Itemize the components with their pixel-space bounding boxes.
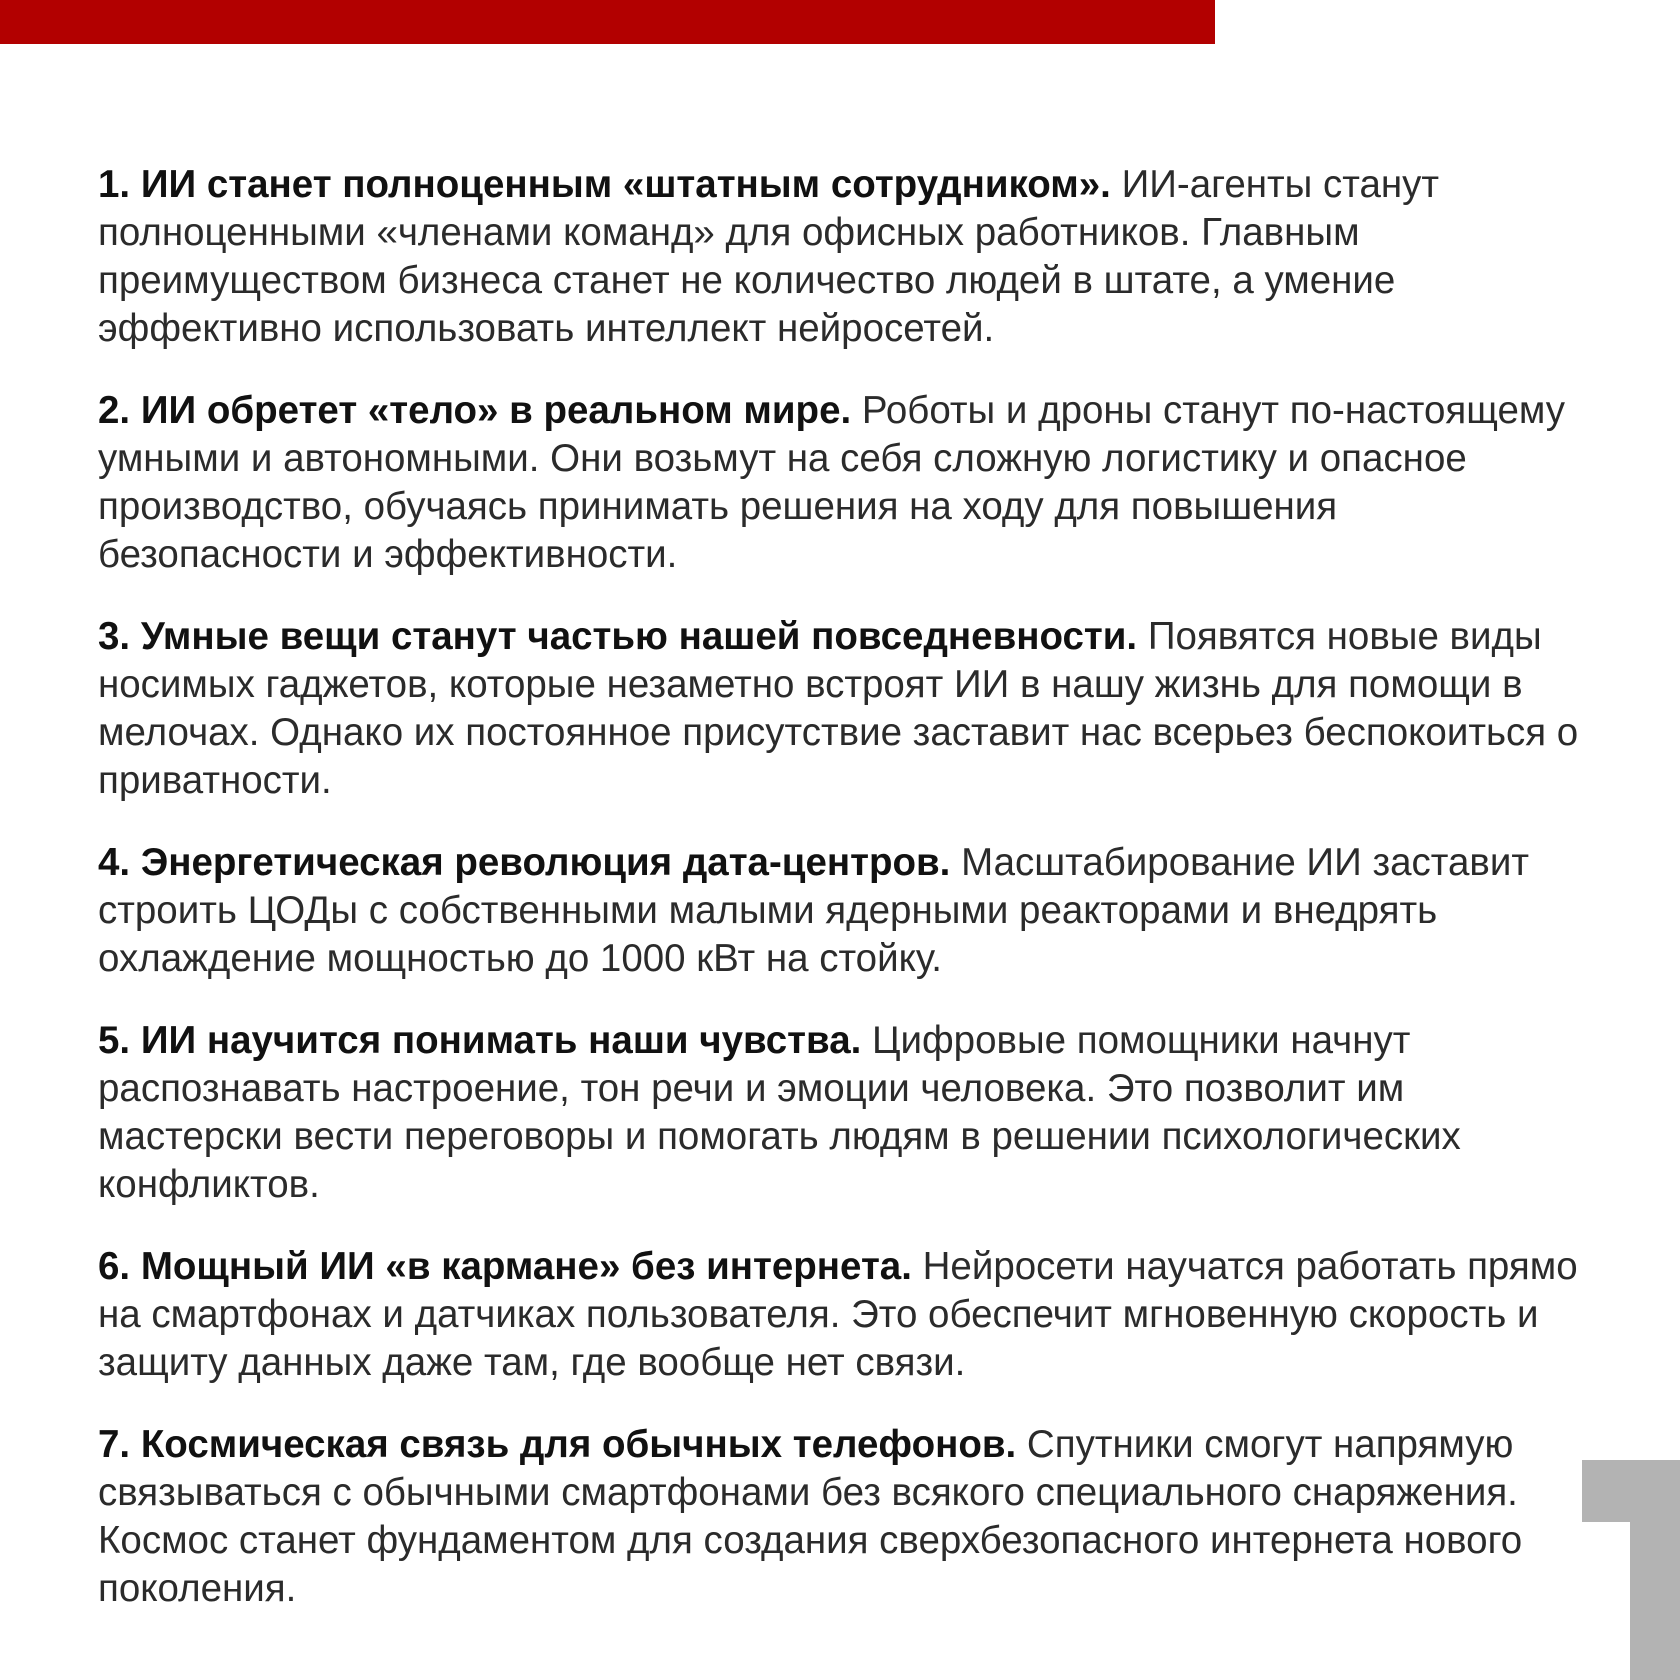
corner-decoration-bar-vertical [1630, 1460, 1680, 1680]
item-number: 3. [98, 615, 131, 658]
item-title-text: Умные вещи станут частью нашей повседневности. [140, 615, 1138, 658]
list-item [98, 1017, 1588, 1209]
item-body: Роботы и дроны станут по-настоящему умными и автономными. Они возьмут на себя сложную логистику и опасное производство, обучаясь принимать решения на ходу для повышения безопасности и эффективности. [98, 389, 1566, 576]
item-title [98, 615, 1137, 658]
item-title [98, 1245, 912, 1288]
item-title [98, 1019, 861, 1062]
item-number: 6. [98, 1245, 131, 1288]
item-body: Появятся новые виды носимых гаджетов, которые незаметно встроят ИИ в нашу жизнь для помощи в мелочах. Однако их постоянное присутствие заставит нас всерьез беспокоиться о приватности. [98, 615, 1579, 802]
item-title [98, 163, 1111, 206]
item-body: ИИ-агенты станут полноценными «членами команд» для офисных работников. Главным преимуществом бизнеса станет не количество людей в штате, а умение эффективно использовать интеллект нейросетей. [98, 163, 1440, 350]
item-body: Масштабирование ИИ заставит строить ЦОДы с собственными малыми ядерными реакторами и внедрять охлаждение мощностью до 1000 кВт на стойку. [98, 841, 1529, 980]
item-title-text: ИИ станет полноценным «штатным сотрудником». [140, 163, 1111, 206]
item-title [98, 389, 851, 432]
top-accent-bar [0, 0, 1215, 44]
corner-decoration [1582, 1460, 1680, 1680]
item-body: Нейросети научатся работать прямо на смартфонах и датчиках пользователя. Это обеспечит мгновенную скорость и защиту данных даже там, где вообще нет связи. [98, 1245, 1578, 1384]
list-item [98, 1421, 1588, 1613]
item-title-text: Мощный ИИ «в кармане» без интернета. [140, 1245, 912, 1288]
item-number: 5. [98, 1019, 131, 1062]
list-item [98, 839, 1588, 983]
item-title [98, 841, 950, 884]
item-number: 2. [98, 389, 131, 432]
item-title [98, 1423, 1016, 1466]
item-body: Спутники смогут напрямую связываться с обычными смартфонами без всякого специального снаряжения. Космос станет фундаментом для создания сверхбезопасного интернета нового поколения. [98, 1423, 1523, 1610]
item-title-text: Энергетическая революция дата-центров. [140, 841, 951, 884]
item-number: 7. [98, 1423, 131, 1466]
item-number: 4. [98, 841, 131, 884]
item-title-text: ИИ обретет «тело» в реальном мире. [140, 389, 852, 432]
list-item [98, 161, 1588, 353]
item-body: Цифровые помощники начнут распознавать настроение, тон речи и эмоции человека. Это позволит им мастерски вести переговоры и помогать людям в решении психологических конфликтов. [98, 1019, 1461, 1206]
item-title-text: ИИ научится понимать наши чувства. [140, 1019, 862, 1062]
predictions-list [98, 161, 1588, 1647]
list-item [98, 1243, 1588, 1387]
list-item [98, 613, 1588, 805]
item-title-text: Космическая связь для обычных телефонов. [140, 1423, 1017, 1466]
list-item [98, 387, 1588, 579]
item-number: 1. [98, 163, 131, 206]
